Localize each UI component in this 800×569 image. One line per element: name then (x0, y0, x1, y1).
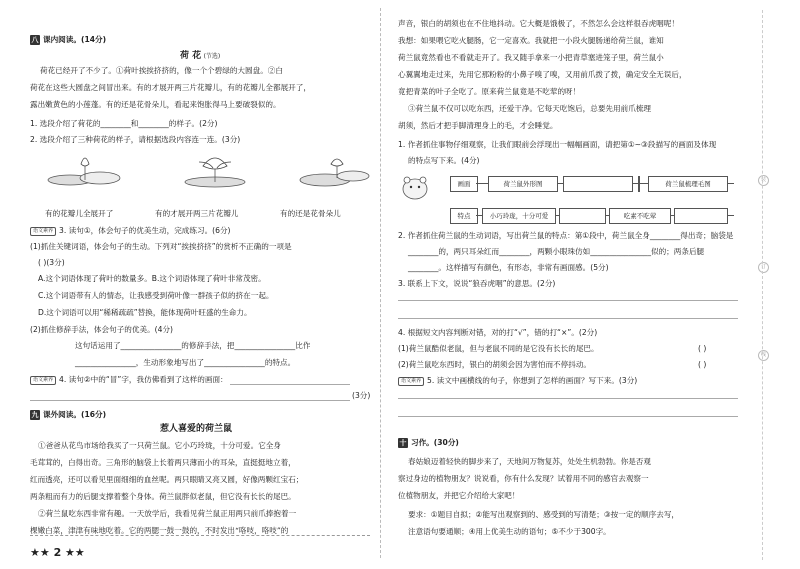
story-cont-5: 竟把青菜的叶子全吃了。原来荷兰鼠竟是不吃荤的呀！ (398, 87, 581, 96)
story-cont-4: 心翼翼地走过来，先用它那粉粉的小鼻子嗅了嗅，又用前爪拨了拨，确定安全无误后， (398, 70, 687, 79)
r-question-5-text: 5. 读文中画横线的句子，你想到了怎样的画面？写下来。(3分) (427, 376, 638, 385)
poem-line-3: 露出嫩黄色的小莲蓬。有的还是花骨朵儿，看起来饱胀得马上要破裂似的。 (30, 100, 281, 109)
r-question-1: 1. 作者抓住事物仔细观察，让我们眼前会浮现出一幅幅画面，请把第①~③段描写的画面及体现 (398, 140, 717, 149)
question-3 (30, 225, 231, 236)
essay-line-1: 春姑娘迈着轻快的脚步来了，天地间万物复苏，处处生机勃勃。你是否观 (408, 457, 651, 466)
essay-line-2: 察过身边的植物朋友？说说看，你有什么发现？试着用不同的感官去观察一 (398, 474, 649, 483)
diagram-top-box-4: 荷兰鼠梳理毛图 (648, 176, 728, 192)
question-3-2-line-b: ________________，生动形象地写出了________________的特点。 (75, 358, 296, 367)
story-cont-6: ③荷兰鼠不仅可以吃东西，还爱干净。它每天吃饱后，总要先用前爪梳理 (408, 104, 651, 113)
answer-line-r5b (398, 416, 738, 417)
section-9-badge: 九 (31, 411, 39, 419)
section-9-header (30, 409, 106, 420)
story-line-3: 红而透亮，还可以看见里面细细的血丝呢。两只眼睛又亮又圆，好像两颗红宝石； (30, 475, 304, 484)
literacy-tag: 语文素养 (30, 227, 56, 236)
essay-line-3: 位植物朋友，并把它介绍给大家吧！ (398, 491, 520, 500)
story-line-5: ②荷兰鼠吃东西非常有趣。一天放学后，我看见荷兰鼠正用两只前爪捧抱着一 (38, 509, 297, 518)
question-3-text: 3. 读句①，体会句子的优美生动，完成练习。(6分) (59, 226, 231, 235)
poem-title: 荷 花 (180, 51, 202, 61)
r-question-2b: ________的，两只耳朵红而________，两颗小眼珠仿如________________似的；两条后腿 (408, 247, 705, 256)
lotus-half-open-drawing (295, 150, 375, 190)
answer-line-q4 (230, 384, 350, 385)
requirement-line-2: 注意语句要通顺；④用上优美生动的语句；⑤不少于300字。 (408, 527, 611, 536)
option-d: D.这个词语可以用“稀稀疏疏”替换，能体现荷叶旺盛的生命力。 (38, 308, 252, 317)
binding-ring-2: 订 (758, 262, 769, 273)
story-cont-1: 声音，银白的胡须也在不住地抖动。它大概是饿极了，不然怎么会这样很吞虎咽呢！ (398, 19, 679, 28)
question-3-1-paren: ( )(3分) (38, 258, 65, 267)
match-label-2: 有的才展开两三片花瓣儿 (155, 209, 239, 218)
answer-line-r3a (398, 300, 738, 301)
r-q4-paren-2: ( ) (698, 360, 707, 369)
question-3-2: (2)抓住修辞手法，体会句子的优美。(4分) (30, 325, 174, 334)
story-title: 惹人喜爱的荷兰鼠 (160, 424, 233, 434)
story-cont-3: 荷兰鼠竟然看也不看就走开了。我又随手拿来一小把青草塞进笼子里，荷兰鼠小 (398, 53, 664, 62)
question-4 (30, 374, 228, 385)
section-8-title: 课内阅读。(14分) (43, 35, 107, 44)
lotus-full-bloom-drawing (175, 148, 255, 190)
story-cont-7: 胡须，然后才把手脚清理身上的毛，才会睡觉。 (398, 121, 558, 130)
r-q4-item-1: (1)荷兰鼠酷似老鼠，但与老鼠不同的是它没有长长的尾巴。 (398, 344, 599, 353)
r-question-3: 3. 联系上下文，说说“狼吞虎咽”的意思。(2分) (398, 279, 556, 288)
diagram-bottom-box-1: 小巧玲珑，十分可爱 (482, 208, 556, 224)
page-number: ★★ 2 ★★ (30, 546, 85, 559)
underline-story (30, 535, 370, 536)
section-8-header (30, 34, 106, 45)
question-1: 1. 选段介绍了荷花的________和________的样子。(2分) (30, 119, 218, 128)
page-number-value: 2 (53, 546, 62, 559)
poem-note: (节选) (203, 53, 221, 60)
binding-line (762, 10, 763, 560)
answer-line-r3b (398, 318, 738, 319)
hamster-icon (400, 172, 430, 202)
story-line-1: ①爸爸从花鸟市场给我买了一只荷兰鼠。它小巧玲珑，十分可爱。它全身 (38, 441, 281, 450)
answer-line-r5a (398, 398, 738, 399)
option-ab: A.这个词语体现了荷叶的数量多。B.这个词语体现了荷叶非常茂密。 (38, 274, 266, 283)
diagram-top-box-1: 荷兰鼠外形图 (488, 176, 558, 192)
center-divider (380, 8, 381, 558)
r-question-4: 4. 根据短文内容判断对错，对的打“√”，错的打“×”。(2分) (398, 328, 598, 337)
poem-line-1: 荷花已经开了不少了。①荷叶挨挨挤挤的，像一个个碧绿的大圆盘。②白 (40, 66, 283, 75)
match-label-1: 有的花瓣儿全展开了 (45, 209, 114, 218)
answer-line-q4b (30, 400, 350, 401)
section-8-badge: 八 (31, 36, 39, 44)
match-label-3: 有的还是花骨朵儿 (280, 209, 341, 218)
poem-title-block (180, 50, 220, 62)
r-question-1b: 的特点写下来。(4分) (408, 156, 480, 165)
question-2: 2. 选段介绍了三种荷花的样子，请根据选段内容连一连。(3分) (30, 135, 241, 144)
literacy-tag-3: 语文素养 (398, 377, 424, 386)
story-line-4: 两条粗而有力的后腿支撑着整个身体。荷兰鼠胖似老鼠，但它没有长长的尾巴。 (30, 492, 296, 501)
diagram-bottom-box-3: 吃素不吃荤 (609, 208, 671, 224)
section-10-header (398, 437, 459, 448)
story-line-2: 毛茸茸的，白得出奇。三角形的脑袋上长着两只薄而小的耳朵，直挺挺地立着， (30, 458, 296, 467)
diagram-bottom-box-2 (559, 208, 606, 224)
diagram-top-box-2 (563, 176, 633, 192)
question-3-1: (1)抓住关键词语，体会句子的生动。下列对“挨挨挤挤”的赏析不正确的一项是 (30, 242, 292, 251)
story-line-6: 棵嫩白菜，津津有味地吃着。它的两腮一鼓一鼓的，不时发出“咯吱，咯吱”的 (30, 526, 289, 535)
lotus-bud-drawing (45, 150, 125, 190)
r-question-5 (398, 375, 637, 386)
section-10-title: 习作。(30分) (411, 438, 459, 447)
requirement-line-1: 要求：①题目自拟；②能写出观察到的、感受到的写清楚；③按一定的顺序去写， (408, 510, 680, 519)
diagram-label-feature: 特点 (450, 208, 478, 224)
question-4-score: (3分) (352, 391, 371, 400)
diagram-top-box-spacer (638, 176, 640, 192)
diagram-label-picture: 画面 (450, 176, 478, 192)
r-q4-item-2: (2)荷兰鼠吃东西时，银白的胡须会因为害怕而不停抖动。 (398, 360, 592, 369)
diagram-bottom-box-4 (674, 208, 728, 224)
section-10-badge: 十 (399, 439, 407, 447)
question-4-text: 4. 读句②中的“冒”字，我仿佛看到了这样的画面： (59, 375, 228, 384)
binding-ring-1: 装 (758, 175, 769, 186)
story-cont-2: 我想：如果喂它吃火腿肠，它一定喜欢。我就把一小段火腿肠递给荷兰鼠，谁知 (398, 36, 664, 45)
poem-line-2: 荷花在这些大圆盘之间冒出来。有的才展开两三片花瓣儿，有的花瓣儿全都展开了， (30, 83, 311, 92)
binding-ring-3: 线 (758, 350, 769, 361)
r-q4-paren-1: ( ) (698, 344, 707, 353)
section-9-title: 课外阅读。(16分) (43, 410, 107, 419)
r-question-2: 2. 作者抓住荷兰鼠的生动词语，写出荷兰鼠的特点：第①段中，荷兰鼠全身________得出奇；脑袋是 (398, 231, 734, 240)
r-question-2c: ________。这样描写有颜色，有形态，非常有画面感。(5分) (408, 263, 609, 272)
option-c: C.这个词语带有人的情态，让我感受到荷叶像一群孩子似的挤在一起。 (38, 291, 274, 300)
question-3-2-line-a: 这句话运用了________________的修辞手法，把________________比作 (75, 341, 311, 350)
literacy-tag-2: 语文素养 (30, 376, 56, 385)
